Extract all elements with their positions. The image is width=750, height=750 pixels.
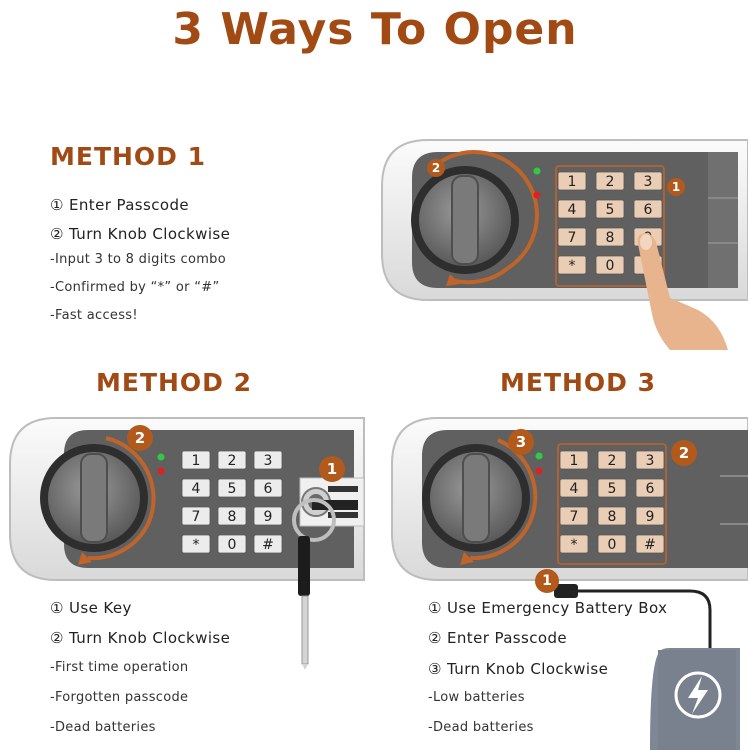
method-1-note-2: -Confirmed by “*” or “#” (50, 280, 220, 295)
keypad-key-label: 0 (227, 537, 237, 553)
method-1-step-2: ② Turn Knob Clockwise (50, 225, 231, 243)
method-2-step-1: ① Use Key (50, 599, 132, 617)
keypad-key-label: 3 (643, 174, 653, 190)
method-1-heading: METHOD 1 (50, 142, 207, 171)
keypad-key-label: 6 (645, 481, 655, 497)
keypad-key-label: 3 (263, 453, 273, 469)
keypad-key-label: 0 (605, 258, 615, 274)
keypad-key-label: 7 (567, 230, 577, 246)
keypad-key-label: # (262, 537, 274, 553)
method-3-step-3: ③ Turn Knob Clockwise (428, 660, 609, 678)
keypad-key-label: 8 (227, 509, 237, 525)
keypad-key-label: 2 (605, 174, 615, 190)
page-title: 3 Ways To Open (172, 4, 578, 55)
keypad-key-label: 7 (569, 509, 579, 525)
keypad-key-label: * (568, 258, 576, 274)
keypad-key-label: 1 (191, 453, 201, 469)
keypad-key-label: 5 (605, 202, 615, 218)
method-3-step-1: ① Use Emergency Battery Box (428, 599, 668, 617)
keypad-key-label: 6 (263, 481, 273, 497)
method-3-step-2: ② Enter Passcode (428, 629, 568, 647)
red-led-icon (534, 192, 541, 199)
keypad-key-label: 2 (607, 453, 617, 469)
method-1-note-1: -Input 3 to 8 digits combo (50, 252, 226, 267)
red-led-icon (158, 468, 165, 475)
method-1-note-3: -Fast access! (50, 308, 138, 323)
keypad-key-label: 1 (567, 174, 577, 190)
green-led-icon (536, 453, 543, 460)
keypad-key-label: 5 (607, 481, 617, 497)
keypad-key-label: 2 (227, 453, 237, 469)
method-2-note-3: -Dead batteries (50, 720, 156, 735)
method-2-key-callout: 1 (319, 456, 345, 482)
method-2-step-2: ② Turn Knob Clockwise (50, 629, 231, 647)
key-icon (278, 480, 358, 670)
keypad-key-label: 7 (191, 509, 201, 525)
method-3-knob-callout: 3 (508, 429, 534, 455)
keypad-key-label: 4 (567, 202, 577, 218)
method-2-heading: METHOD 2 (96, 368, 253, 397)
keypad-key-label: 6 (643, 202, 653, 218)
keypad-key-label: 8 (607, 509, 617, 525)
method-2-note-1: -First time operation (50, 660, 189, 675)
method-1-keypad-callout: 1 (667, 178, 685, 196)
method-2-note-2: -Forgotten passcode (50, 690, 189, 705)
keypad-key-label: 8 (605, 230, 615, 246)
keypad-key-label: 0 (607, 537, 617, 553)
red-led-icon (536, 468, 543, 475)
keypad-key-label: 9 (263, 509, 273, 525)
keypad-key-label: * (570, 537, 578, 553)
keypad-key-label: 3 (645, 453, 655, 469)
keypad-key-label: * (192, 537, 200, 553)
method-3-note-1: -Low batteries (428, 690, 525, 705)
method-3-keypad-callout: 2 (671, 440, 697, 466)
keypad-key-label: 9 (645, 509, 655, 525)
method-1-knob-callout: 2 (427, 159, 445, 177)
keypad-key-label: 5 (227, 481, 237, 497)
method-3-battery-callout: 1 (535, 569, 559, 593)
green-led-icon (158, 454, 165, 461)
keypad-key-label: # (644, 537, 656, 553)
method-3-note-2: -Dead batteries (428, 720, 534, 735)
keypad-key-label: 4 (569, 481, 579, 497)
keypad-key-label: 4 (191, 481, 201, 497)
keypad-key-label: 1 (569, 453, 579, 469)
green-led-icon (534, 168, 541, 175)
method-1-step-1: ① Enter Passcode (50, 196, 190, 214)
method-3-heading: METHOD 3 (500, 368, 657, 397)
method-2-knob-callout: 2 (127, 425, 153, 451)
method-3-safe-panel (390, 416, 748, 584)
